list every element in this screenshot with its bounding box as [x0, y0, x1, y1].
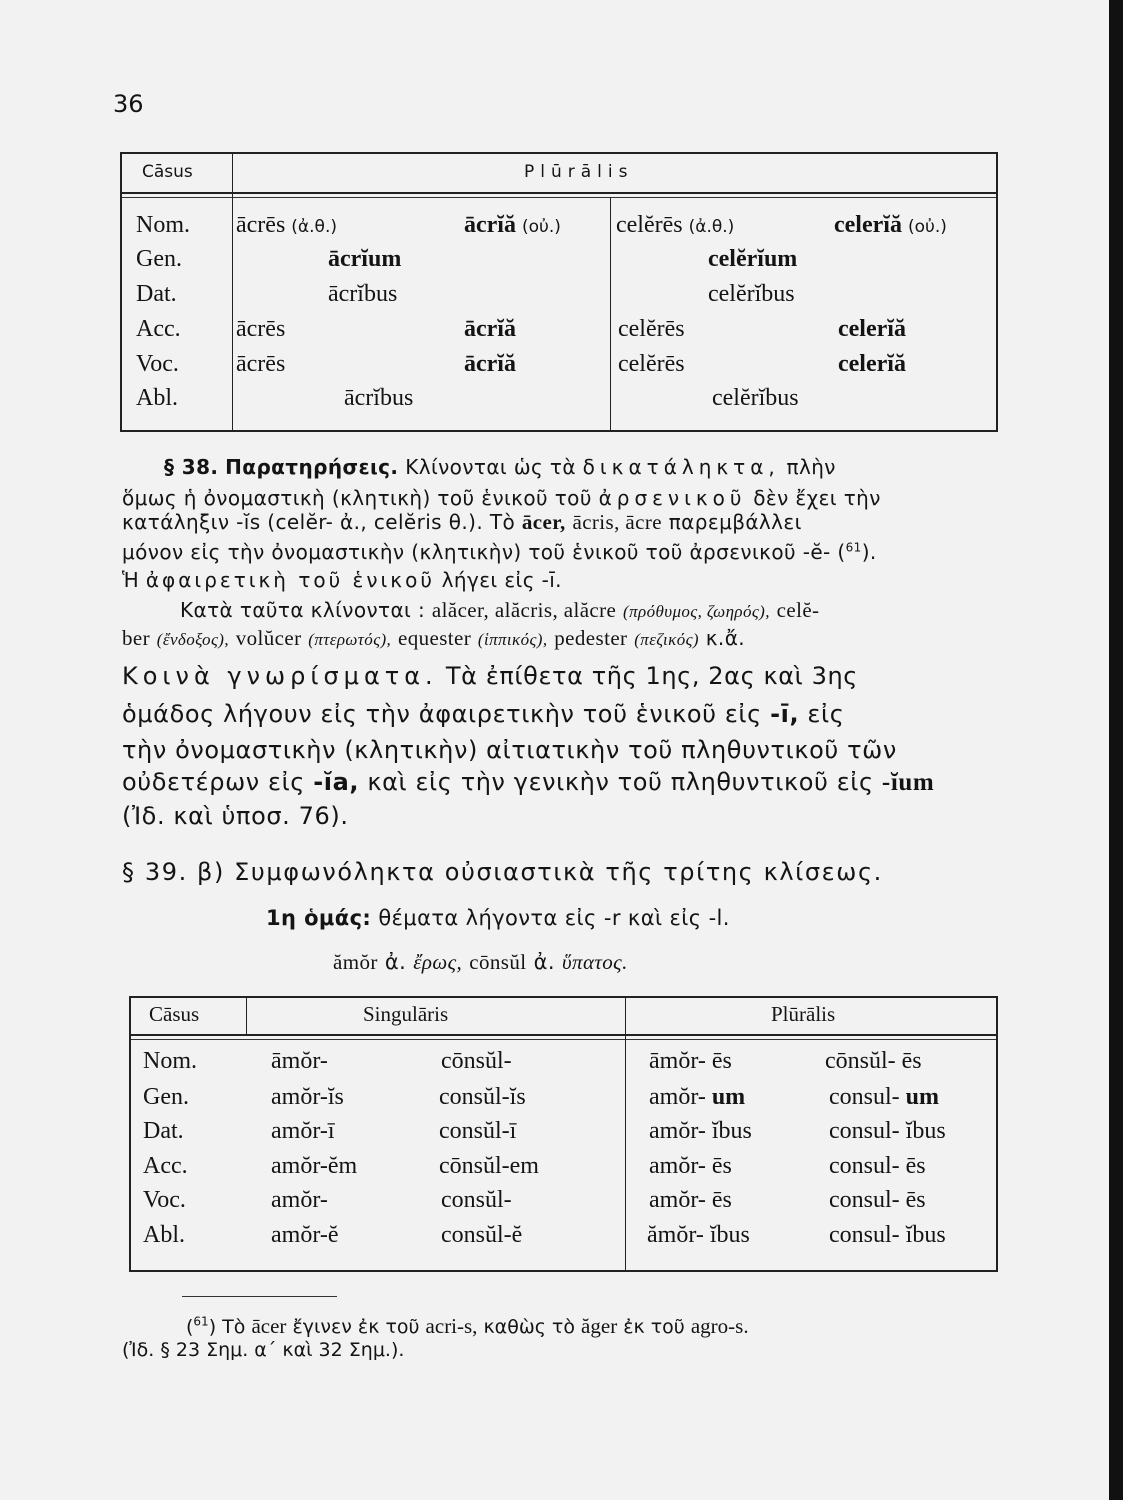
form-cell: celĕrēs: [618, 316, 685, 342]
form-cell: ācrĭbus: [328, 281, 398, 307]
form-cell: celĕrĭbus: [708, 281, 795, 307]
s39-subtitle: 1η ὁμάς: θέματα λήγοντα εἰς -r καὶ εἰς -l.: [266, 906, 730, 930]
form-cell: ācrĭă: [464, 351, 516, 377]
form-cell: celerĭă (οὐ.): [834, 212, 947, 238]
header-pluralis: Plūrālis: [524, 162, 634, 182]
form-cell: āmŏr-: [271, 1048, 328, 1074]
declension-table-amor-consul: [129, 996, 998, 1272]
case-label: Voc.: [136, 351, 179, 377]
form-cell: cōnsŭl-: [441, 1048, 512, 1074]
case-label: Abl.: [136, 385, 178, 411]
page-edge-shadow: [1109, 0, 1123, 1500]
form-cell: celerĭă: [838, 351, 906, 377]
form-cell: ācrēs (ἀ.θ.): [236, 212, 337, 238]
form-cell: celĕrēs: [618, 351, 685, 377]
header-casus: Cāsus: [149, 1002, 200, 1026]
s38-line-5: Ἡ ἀφαιρετικὴ τοῦ ἑνικοῦ λήγει εἰς -ī.: [122, 568, 562, 592]
s39-example: ămŏr ἀ. ἔρως, cōnsŭl ἀ. ὕπατος.: [333, 950, 628, 974]
column-divider: [610, 197, 611, 430]
form-cell: ămŏr- ĭbus: [647, 1222, 750, 1248]
form-cell: amŏr- um: [649, 1084, 746, 1110]
header-singularis: Singulāris: [363, 1002, 449, 1026]
form-cell: consul- ēs: [829, 1187, 926, 1213]
form-cell: consul- ĭbus: [829, 1222, 946, 1248]
form-cell: amŏr-: [271, 1187, 328, 1213]
case-label: Gen.: [136, 246, 182, 272]
koina-line-3: τὴν ὀνομαστικὴν (κλητικὴν) αἰτιατικὴν τοῦ πληθυντικοῦ τῶν: [122, 736, 897, 764]
koina-line-5: (Ἰδ. καὶ ὑποσ. 76).: [122, 802, 349, 830]
koina-line-2: ὁμάδος λήγουν εἰς τὴν ἀφαιρετικὴν τοῦ ἑνικοῦ εἰς -ī, εἰς: [122, 700, 845, 728]
declension-table-acer: [120, 152, 998, 432]
form-cell: consul- ĭbus: [829, 1118, 946, 1144]
header-casus: Cāsus: [142, 162, 193, 182]
form-cell: consŭl-ĭs: [439, 1084, 526, 1110]
header-double-rule: [122, 197, 996, 198]
form-cell: amŏr-ĕ: [271, 1222, 339, 1248]
footnote-line-1: ($^{61}$) Τὸ ācer ἔγινεν ἐκ τοῦ acri-s, καθὼς τὸ ăger ἐκ τοῦ agro-s.: [186, 1314, 749, 1338]
case-label: Dat.: [143, 1118, 184, 1144]
case-label: Acc.: [136, 316, 181, 342]
form-cell: celerĭă: [838, 316, 906, 342]
column-divider: [232, 154, 233, 430]
form-cell: ācrĭum: [328, 246, 402, 272]
header-pluralis: Plūrālis: [771, 1002, 836, 1026]
form-cell: amŏr-ĭs: [271, 1084, 344, 1110]
form-cell: ācrĭă (οὐ.): [464, 212, 561, 238]
form-cell: celĕrĭum: [708, 246, 798, 272]
form-cell: ācrĭbus: [344, 385, 414, 411]
s38-line-7: ber (ἔνδοξος), volŭcer (πτερωτός), equester (ἱππικός), pedester (πεζικός) κ.ἄ.: [122, 626, 746, 650]
page-number: 36: [113, 90, 144, 118]
column-divider: [625, 998, 626, 1270]
s39-title: § 39. β) Συμφωνόληκτα οὐσιαστικὰ τῆς τρίτης κλίσεως.: [122, 858, 883, 886]
form-cell: consŭl-ĕ: [441, 1222, 523, 1248]
case-label: Gen.: [143, 1084, 189, 1110]
form-cell: cōnsŭl- ēs: [825, 1048, 922, 1074]
case-label: Nom.: [143, 1048, 197, 1074]
footnote-rule: [182, 1296, 337, 1297]
s38-line-3: κατάληξιν -ĭs (celĕr- ἀ., celĕris θ.). Τὸ ācer, ācris, ācre παρεμβάλλει: [122, 510, 802, 534]
form-cell: amŏr-ĕm: [271, 1153, 358, 1179]
case-label: Nom.: [136, 212, 190, 238]
s38-line-2: ὅμως ἡ ὀνομαστικὴ (κλητικὴ) τοῦ ἑνικοῦ τοῦ ἀρσενικοῦ δὲν ἔχει τὴν: [122, 486, 881, 510]
form-cell: celĕrēs (ἀ.θ.): [616, 212, 735, 238]
form-cell: amŏr- ēs: [649, 1187, 732, 1213]
koina-line-4: οὐδετέρων εἰς -ĭa, καὶ εἰς τὴν γενικὴν τοῦ πληθυντικοῦ εἰς -ĭum: [122, 768, 935, 796]
form-cell: ācrēs: [236, 351, 286, 377]
column-divider: [246, 998, 247, 1034]
case-label: Voc.: [143, 1187, 186, 1213]
form-cell: cōnsŭl-em: [439, 1153, 539, 1179]
form-cell: celĕrĭbus: [712, 385, 799, 411]
form-cell: consŭl-: [441, 1187, 512, 1213]
case-label: Acc.: [143, 1153, 188, 1179]
form-cell: ācrĭă: [464, 316, 516, 342]
form-cell: āmŏr- ēs: [649, 1048, 732, 1074]
form-cell: ācrēs: [236, 316, 286, 342]
header-double-rule: [131, 1039, 996, 1040]
form-cell: consŭl-ī: [439, 1118, 517, 1144]
koina-line-1: Κοινὰ γνωρίσματα. Τὰ ἐπίθετα τῆς 1ης, 2ας καὶ 3ης: [122, 662, 858, 690]
form-cell: consul- um: [829, 1084, 939, 1110]
s38-line-6: Κατὰ ταῦτα κλίνονται : alăcer, alăcris, alăcre (πρόθυμος, ζωηρός), celĕ-: [180, 598, 820, 622]
form-cell: amŏr- ĭbus: [649, 1118, 752, 1144]
form-cell: consul- ēs: [829, 1153, 926, 1179]
form-cell: amŏr-ī: [271, 1118, 335, 1144]
s38-line-1: § 38. Παρατηρήσεις. Κλίνονται ὡς τὰ δικατάληκτα, πλὴν: [164, 455, 836, 479]
table-header: [131, 998, 996, 1036]
case-label: Abl.: [143, 1222, 185, 1248]
footnote-line-2: (Ἰδ. § 23 Σημ. α΄ καὶ 32 Σημ.).: [122, 1339, 405, 1361]
s38-line-4: μόνον εἰς τὴν ὀνομαστικὴν (κλητικὴν) τοῦ ἑνικοῦ τοῦ ἀρσενικοῦ -ĕ- ($^{61}$).: [122, 540, 877, 564]
case-label: Dat.: [136, 281, 177, 307]
form-cell: amŏr- ēs: [649, 1153, 732, 1179]
